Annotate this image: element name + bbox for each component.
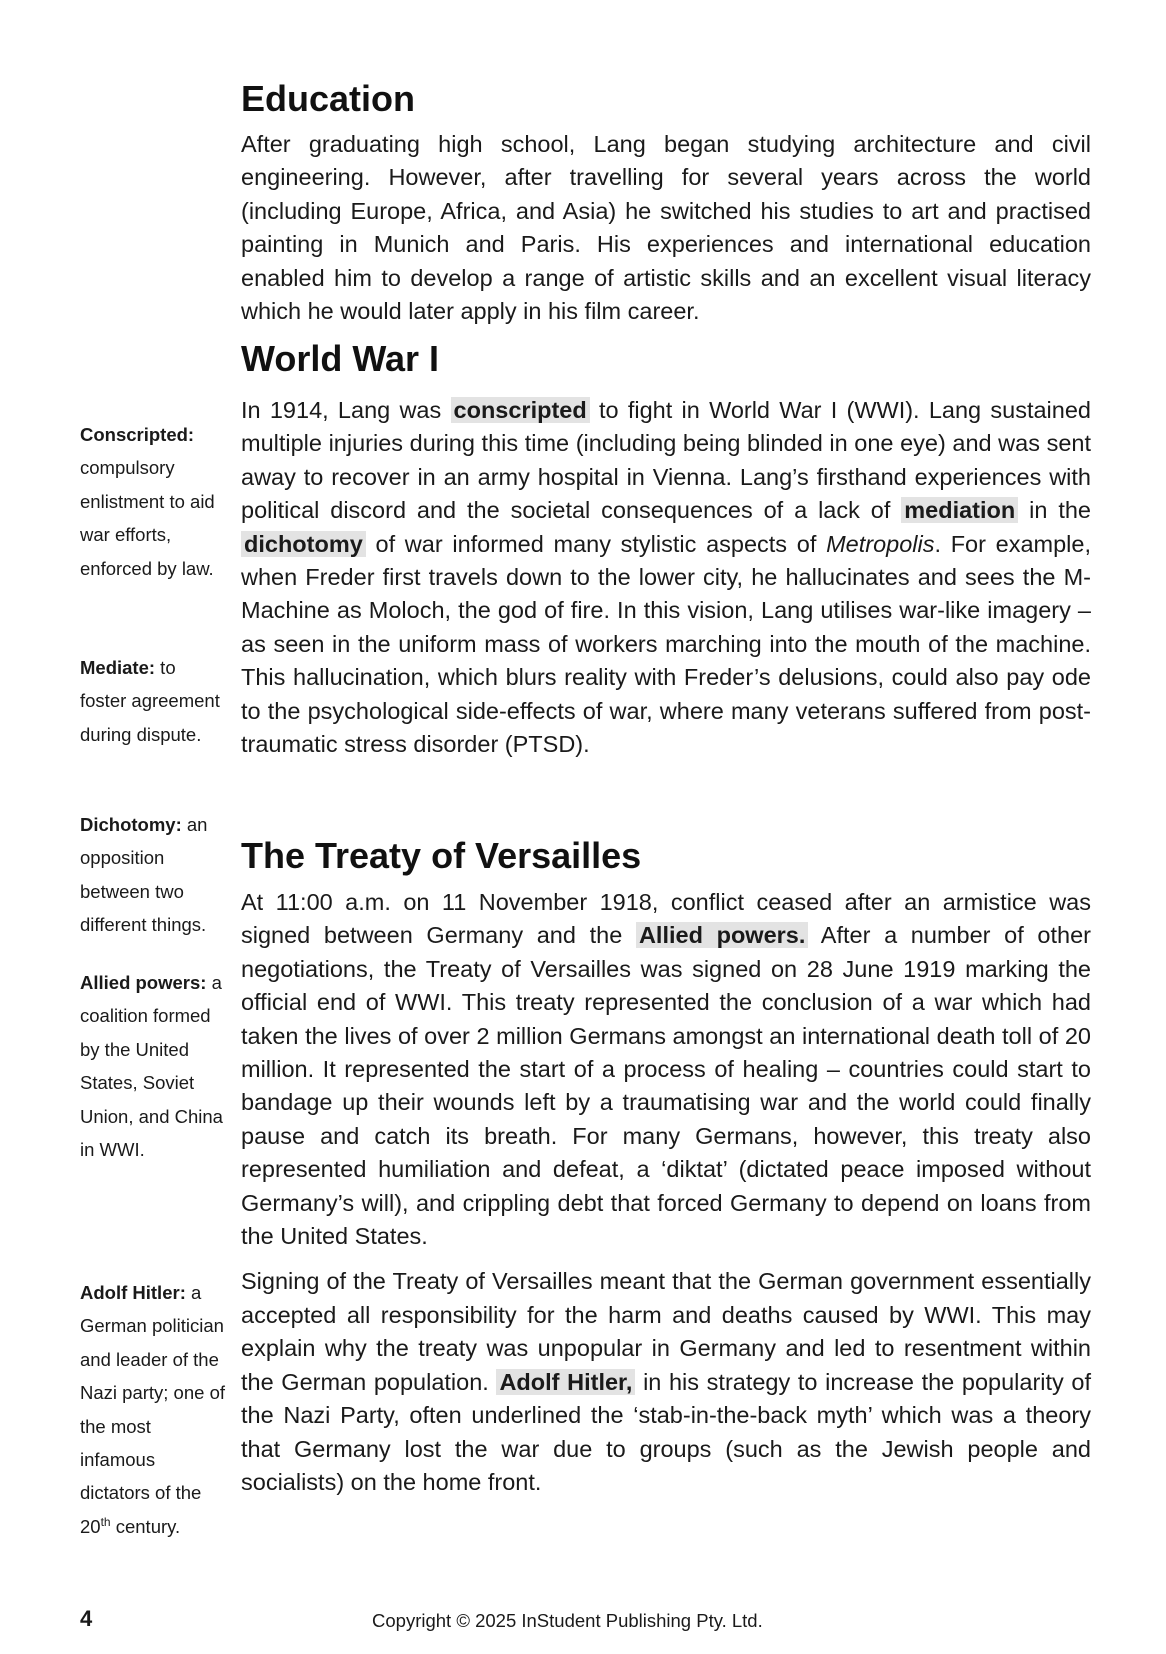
section-treaty-of-versailles xyxy=(241,834,1091,1499)
paragraph-education: After graduating high school, Lang began studying architecture and civil engineering. However, after travelling for several years across the world (including Europe, Africa, and Asia) he switched his studies to art and practised painting in Munich and Paris. His experiences and international education enabled him to develop a range of artistic skills and an excellent visual literacy which he would later apply in his film career. xyxy=(241,131,1091,325)
heading-world-war-i: World War I xyxy=(241,338,439,379)
text-span: Signing of the Treaty of Versailles meant that the German government essentially accepted all responsibility for the harm and deaths caused by WWI. This may explain why the treaty was unpopular in Germany and led to resentment within the German population. xyxy=(241,1268,1091,1395)
sidebar-definition-tail: century. xyxy=(110,1515,181,1537)
sidebar-definition: compulsory enlistment to aid war efforts, enforced by law. xyxy=(80,457,215,579)
sidebar-term: Mediate: xyxy=(80,657,156,678)
text-span: . For example, when Freder first travels down to the lower city, he hallucinates and sees the M-Machine as Moloch, the god of fire. In this vision, Lang utilises war-like imagery – as seen in the uniform mass of workers marching into the mouth of the machine. This hallucination, which blurs reality with Freder’s delusions, could also pay ode to the psychological side-effects of war, where many veterans suffered from post-traumatic stress disorder (PTSD). xyxy=(241,530,1091,758)
glossary-term-dichotomy: dichotomy xyxy=(241,531,366,557)
sidebar-def-allied-powers xyxy=(80,966,225,1166)
glossary-term-allied-powers: Allied powers. xyxy=(636,922,808,948)
text-span: in the xyxy=(1018,497,1091,524)
paragraph-versailles-2 xyxy=(241,1265,1091,1499)
sidebar-definition: a coalition formed by the United States, Soviet Union, and China in WWI. xyxy=(80,972,223,1161)
heading-treaty-of-versailles: The Treaty of Versailles xyxy=(241,835,642,876)
sidebar-term: Allied powers: xyxy=(80,972,207,993)
page-number: 4 xyxy=(80,1606,93,1631)
sidebar-def-adolf-hitler xyxy=(80,1276,225,1543)
copyright-notice: Copyright © 2025 InStudent Publishing Pty. Ltd. xyxy=(372,1610,763,1631)
text-span: to fight in World War I (WWI). Lang sustained multiple injuries during this time (including being blinded in one eye) and was sent away to recover in an army hospital in Vienna. Lang’s firsthand experiences with political discord and the societal consequences of a lack of xyxy=(241,397,1091,524)
glossary-term-mediation: mediation xyxy=(901,497,1018,523)
text-span: After a number of other negotiations, the Treaty of Versailles was signed on 28 June 1919 marking the official end of WWI. This treaty represented the conclusion of a war which had taken the lives of over 2 million Germans amongst an international death toll of 20 million. It represented the start of a process of healing – countries could start to bandage up their wounds left by a traumatising war and the world could finally pause and catch its breath. For many Germans, however, this treaty also represented humiliation and defeat, a ‘diktat’ (dictated peace imposed without Germany’s will), and crippling debt that forced Germany to depend on loans from the United States. xyxy=(241,922,1091,1250)
text-span: in his strategy to increase the popularity of the Nazi Party, often underlined the ‘stab-in-the-back myth’ which was a theory that Germany lost the war due to groups (such as the Jewish people and socialists) on the home front. xyxy=(241,1368,1092,1495)
paragraph-versailles-1 xyxy=(241,886,1091,1253)
sidebar-def-mediate xyxy=(80,651,225,751)
sidebar-term: Dichotomy: xyxy=(80,814,182,835)
glossary-term-conscripted: conscripted xyxy=(451,397,590,423)
text-span: In 1914, Lang was xyxy=(241,397,451,423)
text-span: At 11:00 a.m. on 11 November 1918, conflict ceased after an armistice was signed between Germany and the xyxy=(241,889,1091,949)
heading-education: Education xyxy=(241,78,416,119)
film-title-metropolis: Metropolis xyxy=(826,530,935,557)
sidebar-term: Conscripted: xyxy=(80,424,195,445)
section-education xyxy=(241,77,1091,328)
sidebar-term: Adolf Hitler: xyxy=(80,1282,186,1303)
sidebar-def-dichotomy xyxy=(80,808,225,942)
text-span: of war informed many stylistic aspects of xyxy=(365,530,827,557)
glossary-term-adolf-hitler: Adolf Hitler, xyxy=(496,1369,635,1395)
section-world-war-i xyxy=(241,337,1091,761)
sidebar-definition: an opposition between two different things. xyxy=(80,814,208,936)
sidebar-definition: a German politician and leader of the Nazi party; one of the most infamous dictators of the 20 xyxy=(80,1282,225,1537)
paragraph-world-war-i xyxy=(241,394,1091,761)
superscript: th xyxy=(100,1514,111,1529)
sidebar-definition: to foster agreement during dispute. xyxy=(80,657,220,745)
sidebar-def-conscripted xyxy=(80,418,225,585)
